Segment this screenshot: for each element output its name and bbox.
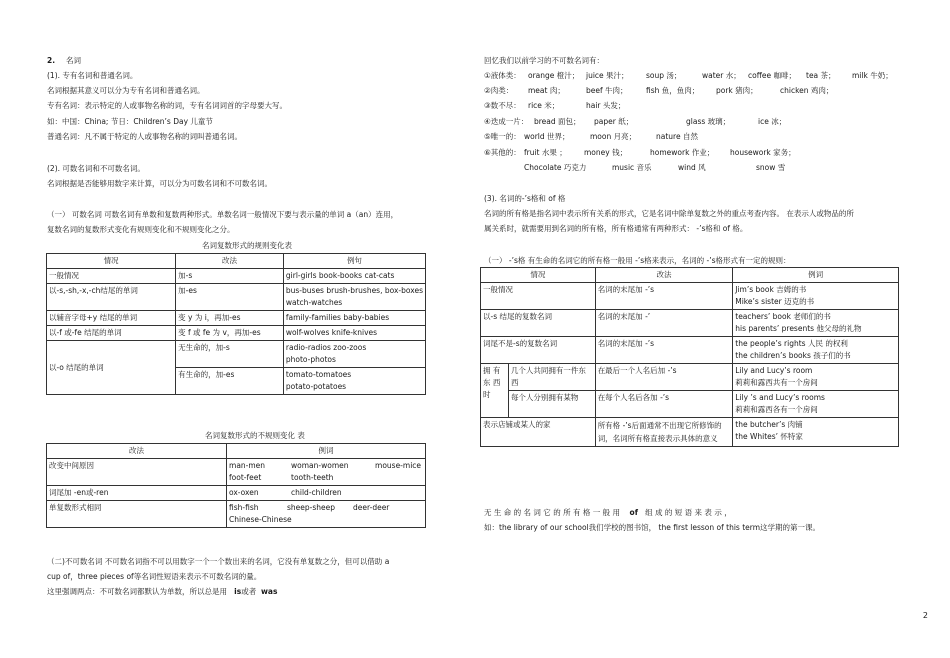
cell-example: the butcher’s 肉铺 the Whites’ 怀特家 bbox=[733, 418, 899, 447]
regular-plural-table bbox=[46, 253, 426, 395]
text-line: 名词根据其意义可以分为专有名词和普通名词。 bbox=[47, 86, 205, 95]
cell-case: 一般情况 bbox=[481, 283, 596, 310]
table-row bbox=[47, 326, 426, 341]
text-line: 属关系时，就需要用到名词的所有格，所有格通常有两种形式： -’s格和 of 格。 bbox=[484, 224, 748, 233]
cell-example: ox-oxen child-children bbox=[227, 486, 426, 501]
table-row bbox=[47, 459, 426, 486]
cell-example: bus-buses brush-brushes, box-boxes watch-watches bbox=[283, 284, 425, 311]
table-row bbox=[481, 364, 899, 391]
table-header: 情况 bbox=[481, 268, 596, 283]
possessive-table bbox=[480, 267, 899, 447]
section-number: 2. bbox=[47, 56, 56, 65]
table-row bbox=[481, 391, 899, 418]
table-header: 改法 bbox=[47, 444, 227, 459]
text-line: 这里强调两点：不可数名词都默认为单数，所以总是用 is或者 was bbox=[47, 587, 278, 596]
cell-method: 名词的末尾加 -’s bbox=[595, 283, 733, 310]
table-row bbox=[47, 269, 426, 284]
category-line: ③数不尽： rice 米； hair 头发； bbox=[484, 101, 626, 110]
cell-method: 加-es bbox=[176, 284, 284, 311]
cell-example: family-families baby-babies bbox=[283, 311, 425, 326]
cell-case: 一般情况 bbox=[47, 269, 176, 284]
table-row bbox=[47, 311, 426, 326]
table-header: 改法 bbox=[176, 254, 284, 269]
cell-example: man-men woman-women mouse-mice foot-feet tooth-teeth bbox=[227, 459, 426, 486]
table-row bbox=[47, 341, 426, 368]
text-line: （一） 可数名词 可数名词有单数和复数两种形式。单数名词一般情况下要与表示量的单词 a（an）连用， bbox=[47, 210, 399, 219]
table-caption: 名词复数形式的规则变化表 bbox=[202, 241, 292, 250]
table-header: 例词 bbox=[733, 268, 899, 283]
cell-method: 在最后一个人名后加 -’s bbox=[595, 364, 733, 391]
cell-case: 以-f 或-fe 结尾的单词 bbox=[47, 326, 176, 341]
cell-group: 拥 有 东 西 时 bbox=[481, 364, 509, 418]
page-number: 2 bbox=[922, 611, 928, 620]
cell-example: radio-radios zoo-zoos photo-photos bbox=[283, 341, 425, 368]
cell-case: 以-o 结尾的单词 bbox=[47, 341, 176, 395]
cell-method: 单复数形式相同 bbox=[47, 501, 227, 528]
table-header: 例词 bbox=[227, 444, 426, 459]
cell-method: 词尾加 -en或-ren bbox=[47, 486, 227, 501]
table-row bbox=[481, 418, 899, 447]
text-line: 名词根据是否能够用数字来计算，可以分为可数名词和不可数名词。 bbox=[47, 179, 272, 188]
cell-method: 所有格 -’s后面通常不出现它所修饰的词，名词所有格直接表示具体的意义 bbox=[595, 418, 733, 447]
cell-case: 词尾不是-s的复数名词 bbox=[481, 337, 596, 364]
cell-method: 改变中间原因 bbox=[47, 459, 227, 486]
table-row bbox=[47, 501, 426, 528]
table-header: 例句 bbox=[283, 254, 425, 269]
irregular-plural-table bbox=[46, 443, 426, 528]
text-line: 名词的所有格是指名词中表示所有关系的形式，它是名词中除单复数之外的重点考查内容。 在表示人或物品的所 bbox=[484, 209, 854, 218]
category-line: ①液体类： orange 橙汁； juice 果汁； soup 汤； water 水； coffee 咖啡； tea 茶； milk 牛奶； bbox=[484, 71, 893, 80]
text-line: 回忆我们以前学习的不可数名词有： bbox=[484, 56, 604, 65]
cell-example: Jim’s book 吉姆的书 Mike’s sister 迈克的书 bbox=[733, 283, 899, 310]
cell-example: Lily and Lucy’s room 莉莉和露西共有一个房间 bbox=[733, 364, 899, 391]
table-header: 情况 bbox=[47, 254, 176, 269]
table-row bbox=[481, 337, 899, 364]
text-line: 如：the library of our school我们学校的图书馆， the first lesson of this term这学期的第一课。 bbox=[484, 523, 821, 532]
table-row bbox=[481, 310, 899, 337]
cell-method: 名词的末尾加 -’ bbox=[595, 310, 733, 337]
cell-method: 有生命的，加-es bbox=[176, 368, 284, 395]
text-line: 普通名词：凡不属于特定的人或事物名称的词叫普通名词。 bbox=[47, 132, 242, 141]
cell-example: fish-fish sheep-sheep deer-deer Chinese-Chinese bbox=[227, 501, 426, 528]
category-line: ④迭成一片： bread 面包； paper 纸； glass 玻璃； ice 冰； bbox=[484, 117, 787, 126]
category-line: ②肉类： meat 肉； beef 牛肉； fish 鱼，鱼肉； pork 猪肉； chicken 鸡肉； bbox=[484, 86, 834, 95]
cell-method: 在每个人名后各加 -’s bbox=[595, 391, 733, 418]
cell-case: 每个人分别拥有某物 bbox=[508, 391, 595, 418]
cell-example: the people’s rights 人民 的权利 the children’s books 孩子们的书 bbox=[733, 337, 899, 364]
category-line: ⑤唯一的： world 世界； moon 月亮； nature 自然 bbox=[484, 132, 698, 141]
cell-case: 表示店铺或某人的家 bbox=[481, 418, 596, 447]
text-line: 专有名词：表示特定的人或事物名称的词，专有名词词首的字母要大写。 bbox=[47, 101, 287, 110]
cell-case: 以辅音字母+y 结尾的单词 bbox=[47, 311, 176, 326]
section-title: (3). 名词的-’s格和 of 格 bbox=[484, 194, 566, 203]
text-line: 复数名词的复数形式变化有规则变化和不规则变化之分。 bbox=[47, 225, 235, 234]
cell-example: girl-girls book-books cat-cats bbox=[283, 269, 425, 284]
cell-method: 变 y 为 i，再加-es bbox=[176, 311, 284, 326]
cell-example: Lily ’s and Lucy’s rooms 莉莉和露西各有一个房间 bbox=[733, 391, 899, 418]
text-line: cup of，three pieces of等名词性短语来表示不可数名词的量。 bbox=[47, 572, 262, 581]
table-header: 改法 bbox=[595, 268, 733, 283]
cell-example: wolf-wolves knife-knives bbox=[283, 326, 425, 341]
cell-method: 名词的末尾加 -’s bbox=[595, 337, 733, 364]
table-row bbox=[47, 486, 426, 501]
cell-example: teachers’ book 老师们的书 his parents’ presents 他父母的礼物 bbox=[733, 310, 899, 337]
cell-case: 几个人共同拥有一件东西 bbox=[508, 364, 595, 391]
text-line: 如：中国：China; 节日：Children’s Day 儿童节 bbox=[47, 117, 213, 126]
category-line: Chocolate 巧克力 music 音乐 wind 风 snow 雪 bbox=[524, 163, 786, 172]
table-caption: 名词复数形式的不规则变化 表 bbox=[205, 431, 305, 440]
category-line: ⑥其他的： fruit 水果 ； money 钱； homework 作业； housework 家务； bbox=[484, 148, 796, 157]
cell-example: tomato-tomatoes potato-potatoes bbox=[283, 368, 425, 395]
text-line: (1). 专有名词和普通名词。 bbox=[47, 71, 138, 80]
section-title: 名词 bbox=[66, 56, 81, 65]
text-line: (2). 可数名词和不可数名词。 bbox=[47, 164, 145, 173]
cell-method: 无生命的，加-s bbox=[176, 341, 284, 368]
text-line: （一） -’s格 有生命的名词它的所有格一般用 -’s格来表示，名词的 -’s格形式有一定的规则： bbox=[484, 256, 791, 265]
table-row bbox=[481, 283, 899, 310]
text-line: 无 生 命 的 名 词 它 的 所 有 格 一 般 用 of 组 成 的 短 语 来 表 示 ， bbox=[484, 508, 732, 517]
table-row bbox=[47, 284, 426, 311]
cell-method: 变 f 或 fe 为 v，再加-es bbox=[176, 326, 284, 341]
cell-case: 以-s 结尾的复数名词 bbox=[481, 310, 596, 337]
cell-case: 以-s,-sh,-x,-ch结尾的单词 bbox=[47, 284, 176, 311]
cell-method: 加-s bbox=[176, 269, 284, 284]
text-line: （二)不可数名词 不可数名词指不可以用数字一个一个数出来的名词，它没有单复数之分，但可以借助 a bbox=[47, 557, 390, 566]
